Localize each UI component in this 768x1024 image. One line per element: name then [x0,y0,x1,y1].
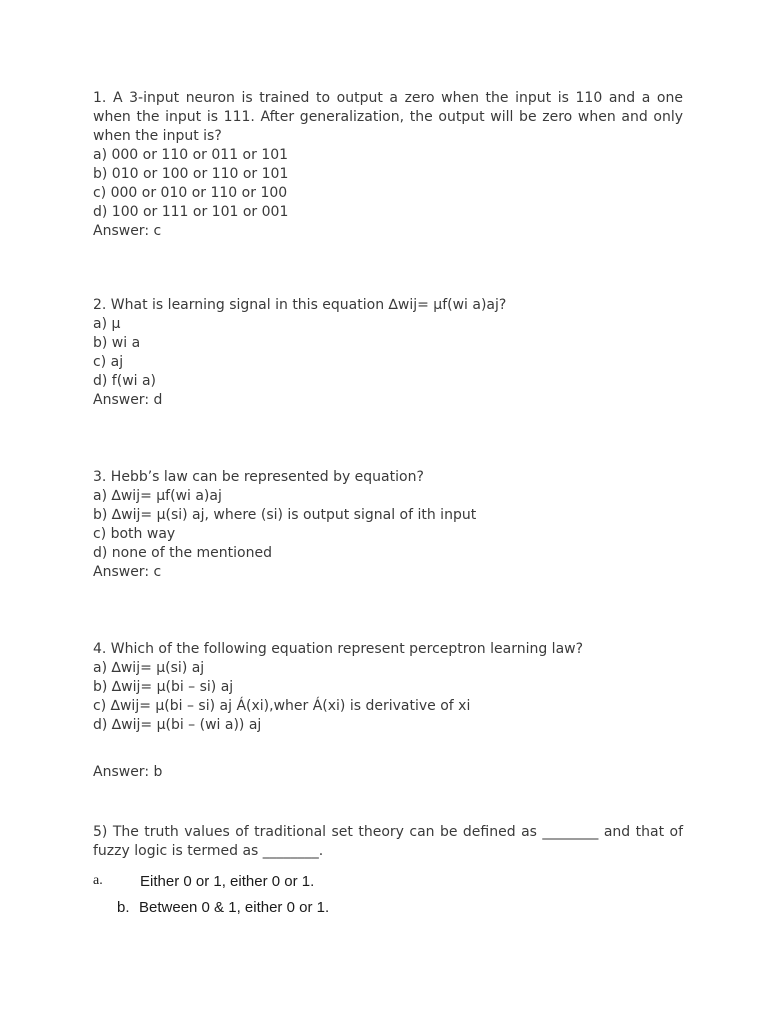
option-b: b) 010 or 100 or 110 or 101 [93,166,289,182]
option-d: d) ∆wij= µ(bi – (wi a)) aj [93,717,262,733]
question-1 [93,89,683,241]
question-stem: 3. Hebb’s law can be represented by equation? [93,469,424,485]
question-stem: 1. A 3-input neuron is trained to output a zero when the input is 110 and a one when the input is 111. After generalization, the output will be zero when and only when the input is? [93,90,683,144]
option-b: b) ∆wij= µ(si) aj, where (si) is output signal of ith input [93,507,477,523]
question-stem: 2. What is learning signal in this equation ∆wij= µf(wi a)aj? [93,297,507,313]
option-a: a) ∆wij= µ(si) aj [93,660,205,676]
option-label: b. [117,899,130,916]
question-5 [93,823,683,861]
option-b: b) ∆wij= µ(bi – si) aj [93,679,234,695]
question-stem: 5) The truth values of traditional set theory can be defined as ________ and that of fuzzy logic is termed as ________. [93,824,683,859]
option-c: c) 000 or 010 or 110 or 100 [93,185,288,201]
option-text: Either 0 or 1, either 0 or 1. [140,873,315,890]
option-c: c) ∆wij= µ(bi – si) aj Á(xi),wher Á(xi) is derivative of xi [93,698,471,714]
question-stem: 4. Which of the following equation represent perceptron learning law? [93,641,584,657]
option-d: d) f(wi a) [93,373,157,389]
answer: Answer: c [93,564,162,580]
option-d: d) 100 or 111 or 101 or 001 [93,204,289,220]
option-c: c) aj [93,354,124,370]
option-d: d) none of the mentioned [93,545,272,561]
option-b: b) wi a [93,335,141,351]
option-c: c) both way [93,526,176,542]
option-a: a) ∆wij= µf(wi a)aj [93,488,222,504]
answer: Answer: c [93,223,162,239]
option-a: a) µ [93,316,121,332]
option-text: Between 0 & 1, either 0 or 1. [139,899,330,916]
answer: Answer: b [93,764,163,780]
question-3 [93,468,683,582]
option-label: a. [93,873,103,888]
question-2 [93,296,683,410]
option-a: a) 000 or 110 or 011 or 101 [93,147,289,163]
answer: Answer: d [93,392,163,408]
question-4 [93,640,683,782]
